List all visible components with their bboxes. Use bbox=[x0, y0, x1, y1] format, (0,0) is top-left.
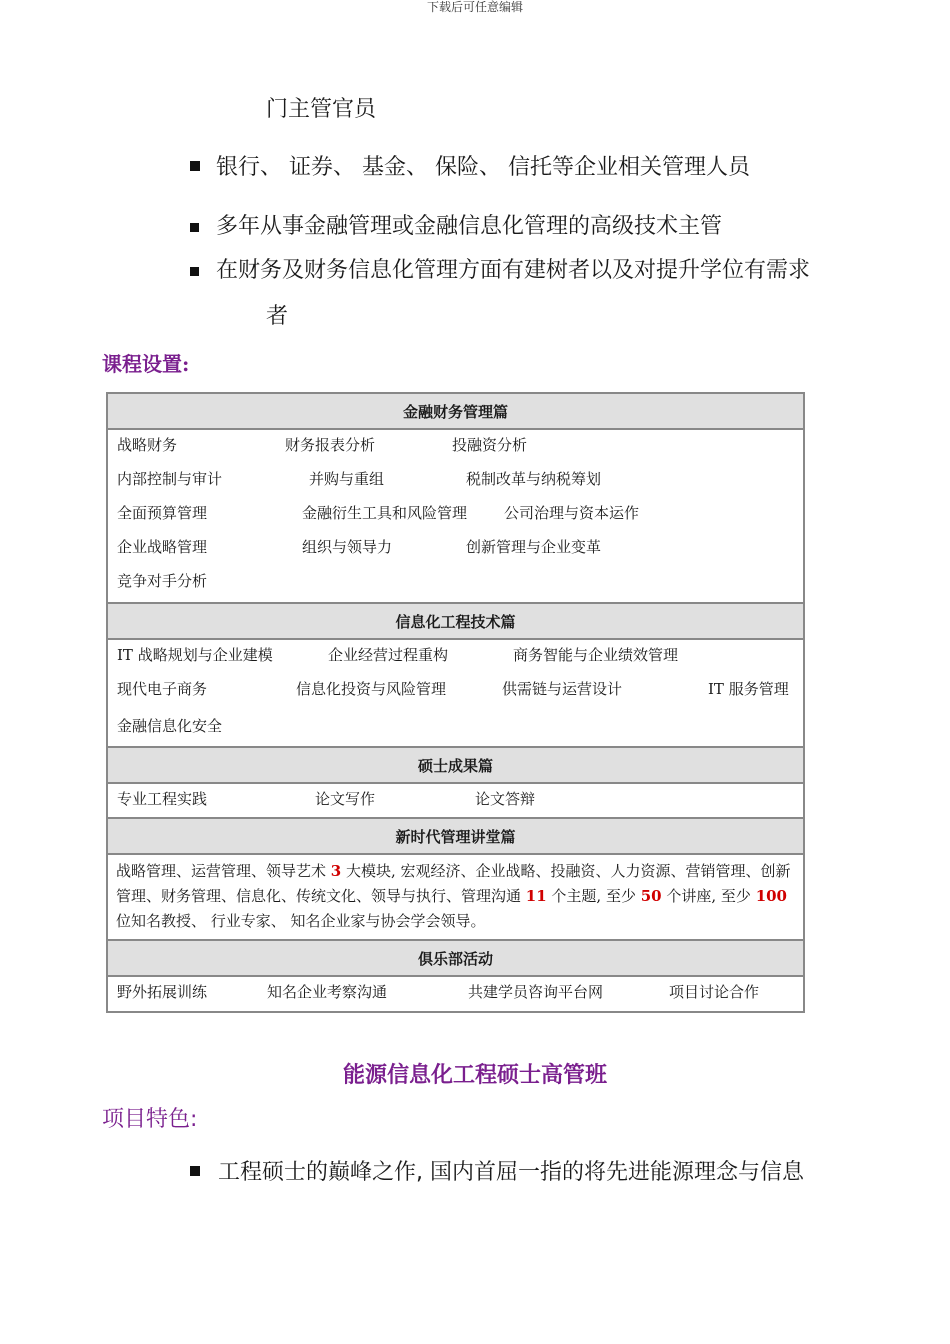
course-item: 金融信息化安全 bbox=[117, 717, 223, 735]
master-courses bbox=[108, 784, 803, 817]
finance-courses bbox=[108, 430, 803, 602]
program-title: 能源信息化工程硕士高管班 bbox=[342, 1063, 607, 1088]
bullet-square-icon bbox=[190, 1166, 200, 1176]
course-item: 内部控制与审计 bbox=[117, 470, 223, 488]
section-title-finance: 金融财务管理篇 bbox=[107, 393, 804, 429]
activity-item: 共建学员咨询平台网 bbox=[468, 983, 604, 1001]
continued-text: 门主管官员 bbox=[266, 97, 377, 122]
audience-bullet-3: 在财务及财务信息化管理方面有建树者以及对提升学位有需求 bbox=[216, 258, 811, 283]
course-item: 全面预算管理 bbox=[117, 504, 208, 522]
section-title-it: 信息化工程技术篇 bbox=[107, 603, 804, 639]
course-item: 商务智能与企业绩效管理 bbox=[513, 646, 679, 664]
course-item: 信息化投资与风险管理 bbox=[296, 680, 447, 698]
activity-item: 项目讨论合作 bbox=[669, 983, 760, 1001]
feature-heading: 项目特色: bbox=[102, 1107, 198, 1132]
lecture-description: 战略管理、运营管理、领导艺术 3 大模块, 宏观经济、企业战略、投融资、人力资源、营销管理、创新管理、财务管理、信息化、传统文化、领导与执行、管理沟通 11 个主题, 至少 50 个讲座, 至少 100 位知名教授、 行业专家、 知名企业家与协会学会领导。 bbox=[116, 862, 791, 930]
audience-bullet-1: 银行、 证券、 基金、 保险、 信托等企业相关管理人员 bbox=[216, 155, 750, 180]
course-item: IT 服务管理 bbox=[708, 680, 789, 698]
feature-bullet: 工程硕士的巅峰之作, 国内首屈一指的将先进能源理念与信息 bbox=[218, 1160, 804, 1185]
course-item: 金融衍生工具和风险管理 bbox=[302, 504, 468, 522]
activity-item: 知名企业考察沟通 bbox=[267, 983, 388, 1001]
course-item: 投融资分析 bbox=[452, 436, 528, 454]
course-item: 专业工程实践 bbox=[117, 790, 208, 808]
course-item: 并购与重组 bbox=[309, 470, 385, 488]
club-activities bbox=[108, 977, 803, 1011]
course-item: 财务报表分析 bbox=[285, 436, 376, 454]
course-item: 企业战略管理 bbox=[117, 538, 208, 556]
course-item: 创新管理与企业变革 bbox=[466, 538, 602, 556]
course-item: 论文答辩 bbox=[475, 790, 536, 808]
course-item: 竞争对手分析 bbox=[117, 572, 208, 590]
course-item: 现代电子商务 bbox=[117, 680, 208, 698]
audience-bullet-3-continued: 者 bbox=[266, 304, 289, 329]
course-item: 组织与领导力 bbox=[302, 538, 393, 556]
course-item: 论文写作 bbox=[315, 790, 376, 808]
it-courses bbox=[108, 640, 803, 746]
course-table bbox=[106, 392, 805, 1013]
header-note: 下载后可任意编辑 bbox=[426, 0, 523, 14]
course-item: 税制改革与纳税筹划 bbox=[466, 470, 602, 488]
audience-bullet-2: 多年从事金融管理或金融信息化管理的高级技术主管 bbox=[216, 214, 723, 239]
course-item: 供需链与运营设计 bbox=[502, 680, 623, 698]
course-item: IT 战略规划与企业建模 bbox=[117, 646, 273, 664]
course-item: 公司治理与资本运作 bbox=[504, 504, 640, 522]
bullet-square-icon bbox=[190, 161, 200, 171]
course-heading: 课程设置: bbox=[102, 352, 190, 376]
bullet-square-icon bbox=[190, 267, 199, 276]
activity-item: 野外拓展训练 bbox=[117, 983, 208, 1001]
bullet-square-icon bbox=[190, 223, 199, 232]
section-title-lecture: 新时代管理讲堂篇 bbox=[107, 818, 804, 854]
course-item: 战略财务 bbox=[117, 436, 178, 454]
course-item: 企业经营过程重构 bbox=[328, 646, 449, 664]
section-title-master: 硕士成果篇 bbox=[107, 747, 804, 783]
section-title-club: 俱乐部活动 bbox=[107, 940, 804, 976]
